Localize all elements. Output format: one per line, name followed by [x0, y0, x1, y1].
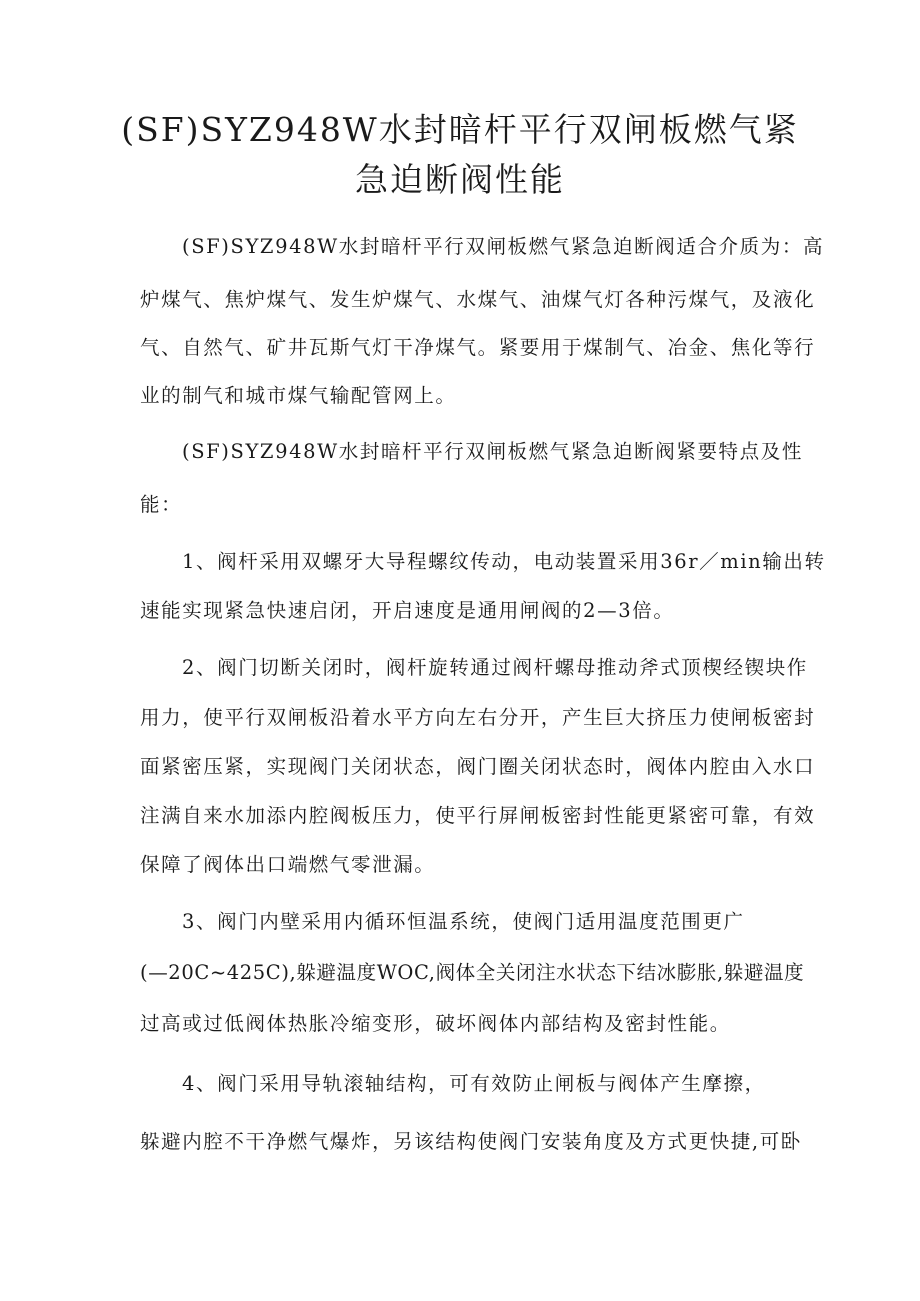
document-title-line-1: (SF)SYZ948W水封暗杆平行双闸板燃气紧 [121, 110, 799, 149]
paragraph-3-line-2: 速能实现紧急快速启闭，开启速度是通用闸阀的2—3倍。 [140, 599, 675, 622]
paragraph-4-line-5: 保障了阀体出口端燃气零泄漏。 [140, 853, 436, 876]
paragraph-5-line-2: (—20C~425C),躲避温度WOC,阀体全关闭注水状态下结冰膨胀,躲避温度 [140, 961, 805, 984]
paragraph-5-line-1: 3、阀门内壁采用内循环恒温系统，使阀门适用温度范围更广 [182, 910, 745, 933]
paragraph-4-line-1: 2、阀门切断关闭时，阀杆旋转通过阀杆螺母推动斧式顶楔经锲块作 [182, 656, 808, 679]
paragraph-1-line-3: 气、自然气、矿井瓦斯气灯干净煤气。紧要用于煤制气、冶金、焦化等行 [140, 336, 816, 359]
paragraph-1-line-1: (SF)SYZ948W水封暗杆平行双闸板燃气紧急迫断阀适合介质为：高 [182, 235, 825, 258]
paragraph-6-line-1: 4、阀门采用导轨滚轴结构，可有效防止闸板与阀体产生摩擦， [182, 1072, 766, 1095]
document-title-line-2: 急迫断阀性能 [355, 160, 565, 199]
paragraph-3-line-1: 1、阀杆采用双螺牙大导程螺纹传动，电动装置采用36r／min输出转 [182, 550, 826, 573]
paragraph-2-line-2: 能： [140, 493, 183, 516]
paragraph-4-line-2: 用力，使平行双闸板沿着水平方向左右分开，产生巨大挤压力使闸板密封 [140, 706, 816, 729]
paragraph-7-line-1: 躲避内腔不干净燃气爆炸，另该结构使阀门安装角度及方式更快捷,可卧 [140, 1130, 802, 1153]
paragraph-4-line-3: 面紧密压紧，实现阀门关闭状态，阀门圈关闭状态时，阀体内腔由入水口 [140, 755, 816, 778]
paragraph-1-line-2: 炉煤气、焦炉煤气、发生炉煤气、水煤气、油煤气灯各种污煤气，及液化 [140, 288, 816, 311]
paragraph-2-line-1: (SF)SYZ948W水封暗杆平行双闸板燃气紧急迫断阀紧要特点及性 [182, 440, 803, 463]
paragraph-4-line-4: 注满自来水加添内腔阀板压力，使平行屏闸板密封性能更紧密可靠，有效 [140, 804, 816, 827]
paragraph-5-line-3: 过高或过低阀体热胀冷缩变形，破坏阀体内部结构及密封性能。 [140, 1012, 731, 1035]
paragraph-1-line-4: 业的制气和城市煤气输配管网上。 [140, 384, 457, 407]
